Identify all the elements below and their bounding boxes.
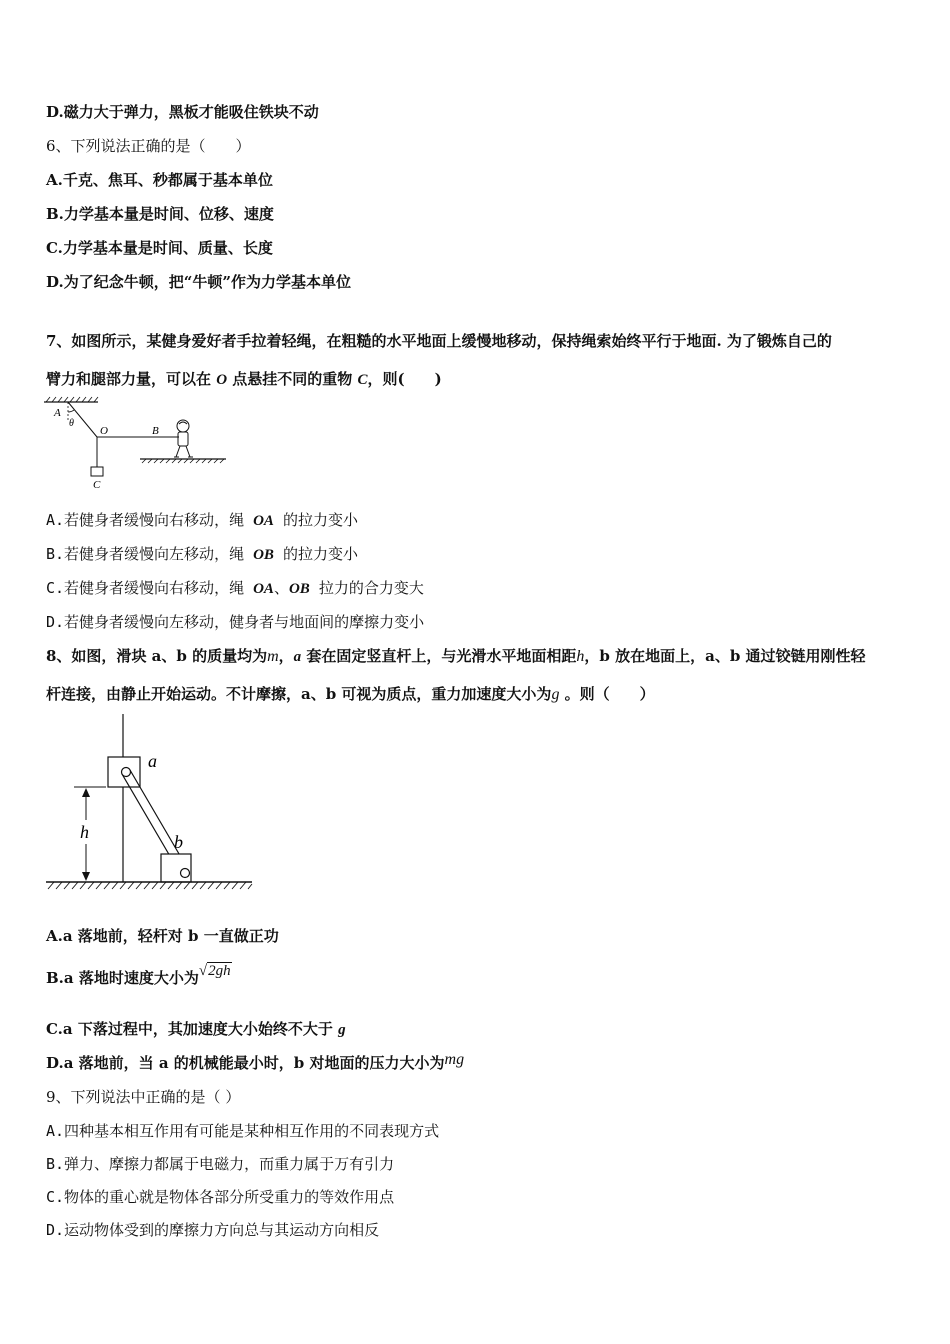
- q7-option-d: D.若健身者缓慢向左移动，健身者与地面间的摩擦力变小: [46, 613, 425, 631]
- q9-stem: 9、下列说法中正确的是（ ）: [46, 1088, 241, 1106]
- q6-option-b: B.力学基本量是时间、位移、速度: [46, 205, 274, 223]
- q8-option-d: D.a 落地前，当 a 的机械能最小时，b 对地面的压力大小为mg: [46, 1051, 465, 1072]
- person-icon: [174, 420, 193, 457]
- q6-option-c: C.力学基本量是时间、质量、长度: [46, 239, 273, 257]
- q6-option-d: D.为了纪念牛顿，把“牛顿”作为力学基本单位: [46, 273, 351, 291]
- label-h: h: [80, 822, 89, 842]
- q6-stem: 6、下列说法正确的是（ ）: [46, 137, 251, 155]
- var-o: O: [216, 372, 228, 388]
- q7-option-c: C.若健身者缓慢向右移动，绳 OA、OB 拉力的合力变大: [46, 579, 424, 597]
- label-o: O: [100, 425, 108, 437]
- q6-option-a: A.千克、焦耳、秒都属于基本单位: [46, 171, 273, 189]
- var-c: C: [357, 372, 368, 388]
- q7-option-b: B.若健身者缓慢向左移动，绳 OB 的拉力变小: [46, 545, 358, 563]
- q7-figure: [42, 396, 232, 492]
- label-b: B: [152, 425, 159, 437]
- q8-figure: [44, 712, 256, 892]
- q7-stem-line1: 7、如图所示，某健身爱好者手拉着轻绳，在粗糙的水平地面上缓慢地移动，保持绳索始终平行于地面. 为了锻炼自己的: [46, 332, 832, 350]
- label-a: a: [148, 751, 157, 771]
- q8-option-c: C.a 下落过程中，其加速度大小始终不大于 g: [46, 1020, 346, 1038]
- label-a: A: [54, 407, 61, 419]
- q8-stem-line1: 8、如图，滑块 a、b 的质量均为m，a 套在固定竖直杆上，与光滑水平地面相距h，b 放在地面上，a、b 通过铰链用刚性轻: [46, 647, 866, 665]
- q9-option-c: C.物体的重心就是物体各部分所受重力的等效作用点: [46, 1188, 395, 1206]
- label-b: b: [174, 832, 183, 852]
- q8-option-a: A.a 落地前，轻杆对 b 一直做正功: [46, 927, 279, 945]
- label-c: C: [93, 479, 101, 491]
- q7-stem-line2: 臂力和腿部力量，可以在 O 点悬挂不同的重物 C，则( ): [46, 370, 442, 388]
- sqrt-expression: √2gh: [198, 963, 231, 979]
- q9-option-b: B.弹力、摩擦力都属于电磁力，而重力属于万有引力: [46, 1155, 395, 1173]
- q9-option-a: A.四种基本相互作用有可能是某种相互作用的不同表现方式: [46, 1122, 440, 1140]
- q7-option-a: A.若健身者缓慢向右移动，绳 OA 的拉力变小: [46, 511, 358, 529]
- q8-option-b: B.a 落地时速度大小为√2gh: [46, 963, 231, 987]
- q8-stem-line2: 杆连接，由静止开始运动。不计摩擦，a、b 可视为质点，重力加速度大小为g 。则（ ）: [46, 685, 655, 703]
- q5-option-d: D.磁力大于弹力，黑板才能吸住铁块不动: [46, 103, 319, 121]
- q9-option-d: D.运动物体受到的摩擦力方向总与其运动方向相反: [46, 1221, 380, 1239]
- label-theta: θ: [69, 418, 74, 429]
